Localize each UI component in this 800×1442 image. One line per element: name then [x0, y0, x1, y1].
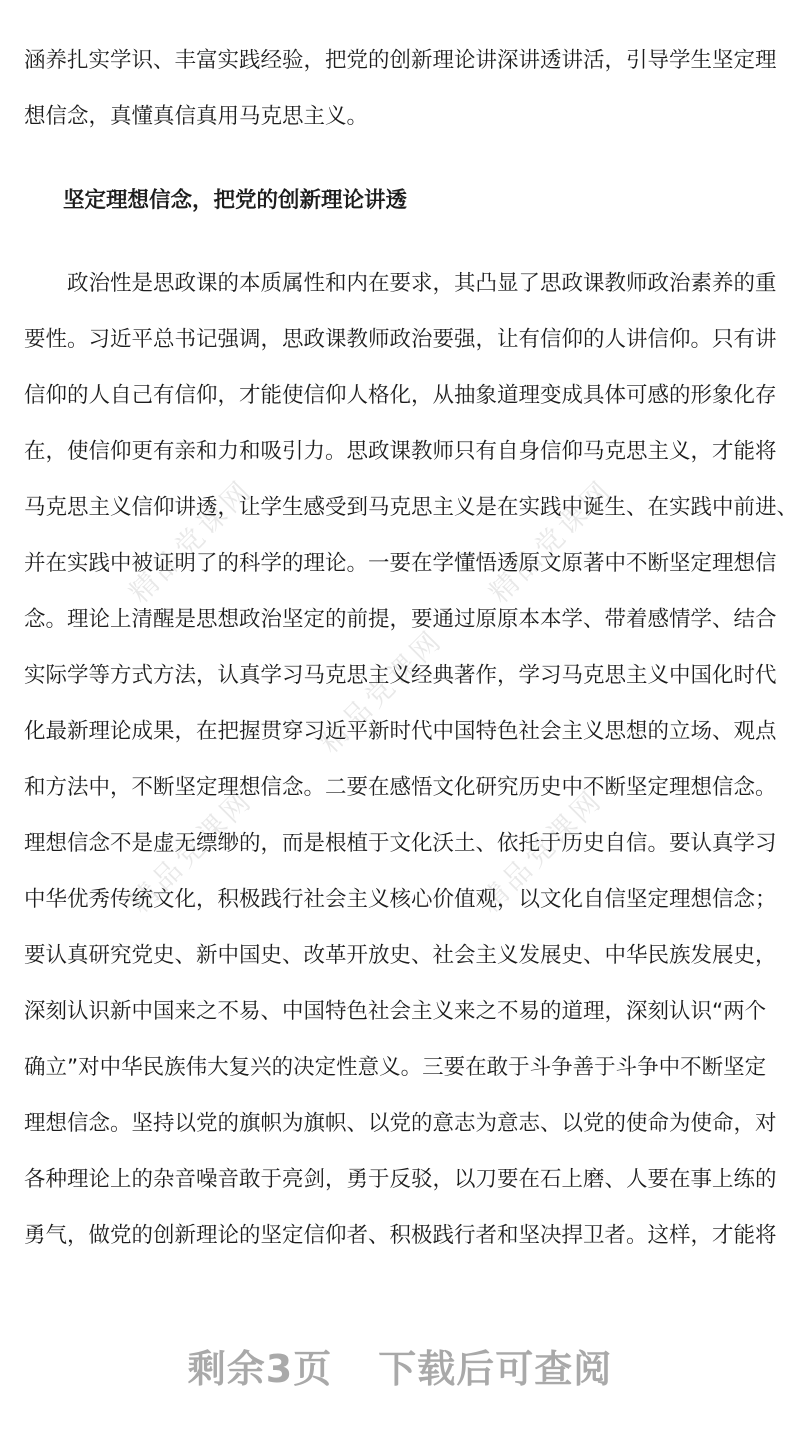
remaining-pages-label: 剩余3页	[187, 1347, 333, 1391]
body-line-9: 化最新理论成果，在把握贯穿习近平新时代中国特色社会主义思想的立场、观点	[24, 719, 777, 744]
body-line-7: 念。理论上清醒是思想政治坚定的前提，要通过原原本本学、带着感情学、结合	[24, 607, 777, 632]
body-line-15: 确立”对中华民族伟大复兴的决定性意义。三要在敢于斗争善于斗争中不断坚定	[24, 1055, 767, 1080]
body-line-16: 理想信念。坚持以党的旗帜为旗帜、以党的意志为意志、以党的使命为使命，对	[24, 1111, 777, 1136]
body-line-14: 深刻认识新中国来之不易、中国特色社会主义来之不易的道理，深刻认识“两个	[24, 999, 767, 1024]
download-to-view-label: 下载后可查阅	[378, 1347, 613, 1391]
body-line-10: 和方法中，不断坚定理想信念。二要在感悟文化研究历史中不断坚定理想信念。	[24, 775, 777, 800]
body-line-12: 中华优秀传统文化，积极践行社会主义核心价值观，以文化自信坚定理想信念；	[24, 887, 777, 912]
text-line-top-2: 想信念，真懂真信真用马克思主义。	[24, 104, 369, 129]
body-line-18: 勇气，做党的创新理论的坚定信仰者、积极践行者和坚决捍卫者。这样，才能将	[24, 1223, 777, 1248]
download-prompt[interactable]	[0, 1338, 800, 1393]
text-line-top-1: 涵养扎实学识、丰富实践经验，把党的创新理论讲深讲透讲活，引导学生坚定理	[24, 48, 777, 73]
body-line-2: 要性。习近平总书记强调，思政课教师政治要强，让有信仰的人讲信仰。只有讲	[24, 327, 777, 352]
watermark-1: 精品党课网	[122, 472, 260, 610]
body-line-1: 政治性是思政课的本质属性和内在要求，其凸显了思政课教师政治素养的重	[24, 271, 777, 296]
body-line-3: 信仰的人自己有信仰，才能使信仰人格化，从抽象道理变成具体可感的形象化存	[24, 383, 777, 408]
watermark-5: 精品党课网	[472, 782, 610, 920]
body-line-4: 在，使信仰更有亲和力和吸引力。思政课教师只有自身信仰马克思主义，才能将	[24, 439, 777, 464]
body-line-5: 马克思主义信仰讲透，让学生感受到马克思主义是在实践中诞生、在实践中前进、	[24, 495, 799, 520]
body-line-13: 要认真研究党史、新中国史、改革开放史、社会主义发展史、中华民族发展史，	[24, 943, 777, 968]
body-line-17: 各种理论上的杂音噪音敢于亮剑，勇于反驳，以刀要在石上磨、人要在事上练的	[24, 1167, 777, 1192]
section-heading: 坚定理想信念，把党的创新理论讲透	[63, 188, 408, 213]
body-line-6: 并在实践中被证明了的科学的理论。一要在学懂悟透原文原著中不断坚定理想信	[24, 551, 777, 576]
watermark-3: 精品党课网	[312, 622, 450, 760]
watermark-2: 精品党课网	[482, 472, 620, 610]
document-page	[24, 38, 799, 1269]
watermark-4: 精品党课网	[122, 782, 260, 920]
body-line-11: 理想信念不是虚无缥缈的，而是根植于文化沃土、依托于历史自信。要认真学习	[24, 831, 777, 856]
body-line-8: 实际学等方式方法，认真学习马克思主义经典著作，学习马克思主义中国化时代	[24, 663, 777, 688]
